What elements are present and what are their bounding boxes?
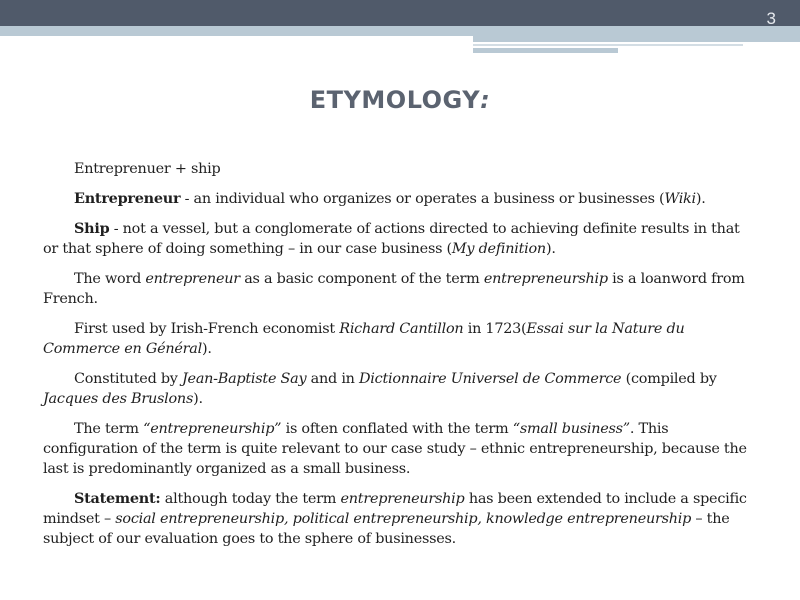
paragraph-text: - an individual who organizes or operates a business or businesses ( — [180, 191, 665, 207]
slide-title — [0, 86, 800, 114]
paragraph-text: ). — [695, 191, 706, 207]
paragraph-text: although today the term — [160, 491, 341, 507]
paragraph-text: The word — [74, 271, 146, 287]
paragraph-intro — [43, 159, 753, 179]
italic-term: entrepreneurship — [483, 271, 608, 287]
paragraph-text: is often conflated with the term — [281, 421, 513, 437]
slide-body — [43, 159, 753, 559]
paragraph-text: The term — [74, 421, 144, 437]
paragraph-text: First used by Irish-French economist — [74, 321, 340, 337]
italic-work-title: Essai sur la Nature du Commerce en Général — [43, 321, 685, 357]
paragraph-loanword — [43, 269, 753, 309]
source-wiki: Wiki — [664, 191, 696, 207]
paragraph-text: as a basic component of the term — [239, 271, 484, 287]
paragraph-text: (compiled by — [621, 371, 717, 387]
italic-name: Jacques des Bruslons — [43, 391, 194, 407]
paragraph-text: is a loanword from French. — [43, 271, 745, 307]
slide-title-colon: : — [480, 86, 491, 114]
paragraph-text: - not a vessel, but a conglomerate of actions directed to achieving definite results in that or that sphere of doing something – in our case business ( — [43, 221, 740, 257]
header-stripe — [0, 26, 800, 36]
paragraph-text: has been extended to include a specific mindset – — [43, 491, 747, 527]
paragraph-text: ). — [201, 341, 212, 357]
paragraph-text: – the subject of our evaluation goes to the sphere of businesses. — [43, 511, 730, 547]
term-statement: Statement: — [74, 490, 161, 507]
paragraph-entrepreneur — [43, 189, 753, 209]
paragraph-cantillon — [43, 319, 753, 359]
paragraph-text: and in — [306, 371, 360, 387]
paragraph-text: Constituted by — [74, 371, 183, 387]
header-stripe-thin — [473, 44, 743, 46]
paragraph-text: ). — [545, 241, 556, 257]
paragraph-conflation — [43, 419, 753, 479]
header-stripe-short — [473, 48, 618, 53]
italic-term: entrepreneurship — [340, 491, 465, 507]
italic-name: Richard Cantillon — [339, 321, 464, 337]
italic-work-title: Dictionnaire Universel de Commerce — [359, 371, 622, 387]
term-entrepreneur: Entrepreneur — [74, 190, 181, 207]
paragraph-text: ). — [193, 391, 203, 407]
paragraph-statement — [43, 489, 753, 549]
header-bar — [0, 0, 800, 26]
header-stripe-accent — [473, 36, 800, 42]
slide-number: 3 — [766, 9, 776, 28]
italic-term: “small business” — [512, 421, 630, 437]
paragraph-text: in 1723( — [463, 321, 527, 337]
italic-term: entrepreneur — [145, 271, 240, 287]
term-ship: Ship — [74, 220, 110, 237]
italic-name: Jean-Baptiste Say — [182, 371, 307, 387]
slide-title-text: ETYMOLOGY — [309, 86, 481, 114]
paragraph-ship — [43, 219, 753, 259]
source-my-definition: My definition — [451, 241, 546, 257]
paragraph-text: . This configuration of the term is quite relevant to our case study – ethnic entrepreneurship, because the last is predominantly organized as a small business. — [43, 421, 747, 477]
paragraph-say — [43, 369, 753, 409]
italic-term-list: social entrepreneurship, political entrepreneurship, knowledge entrepreneurship — [115, 511, 692, 527]
italic-term: “entrepreneurship” — [143, 421, 282, 437]
paragraph-text: Entreprenuer + ship — [74, 161, 221, 177]
